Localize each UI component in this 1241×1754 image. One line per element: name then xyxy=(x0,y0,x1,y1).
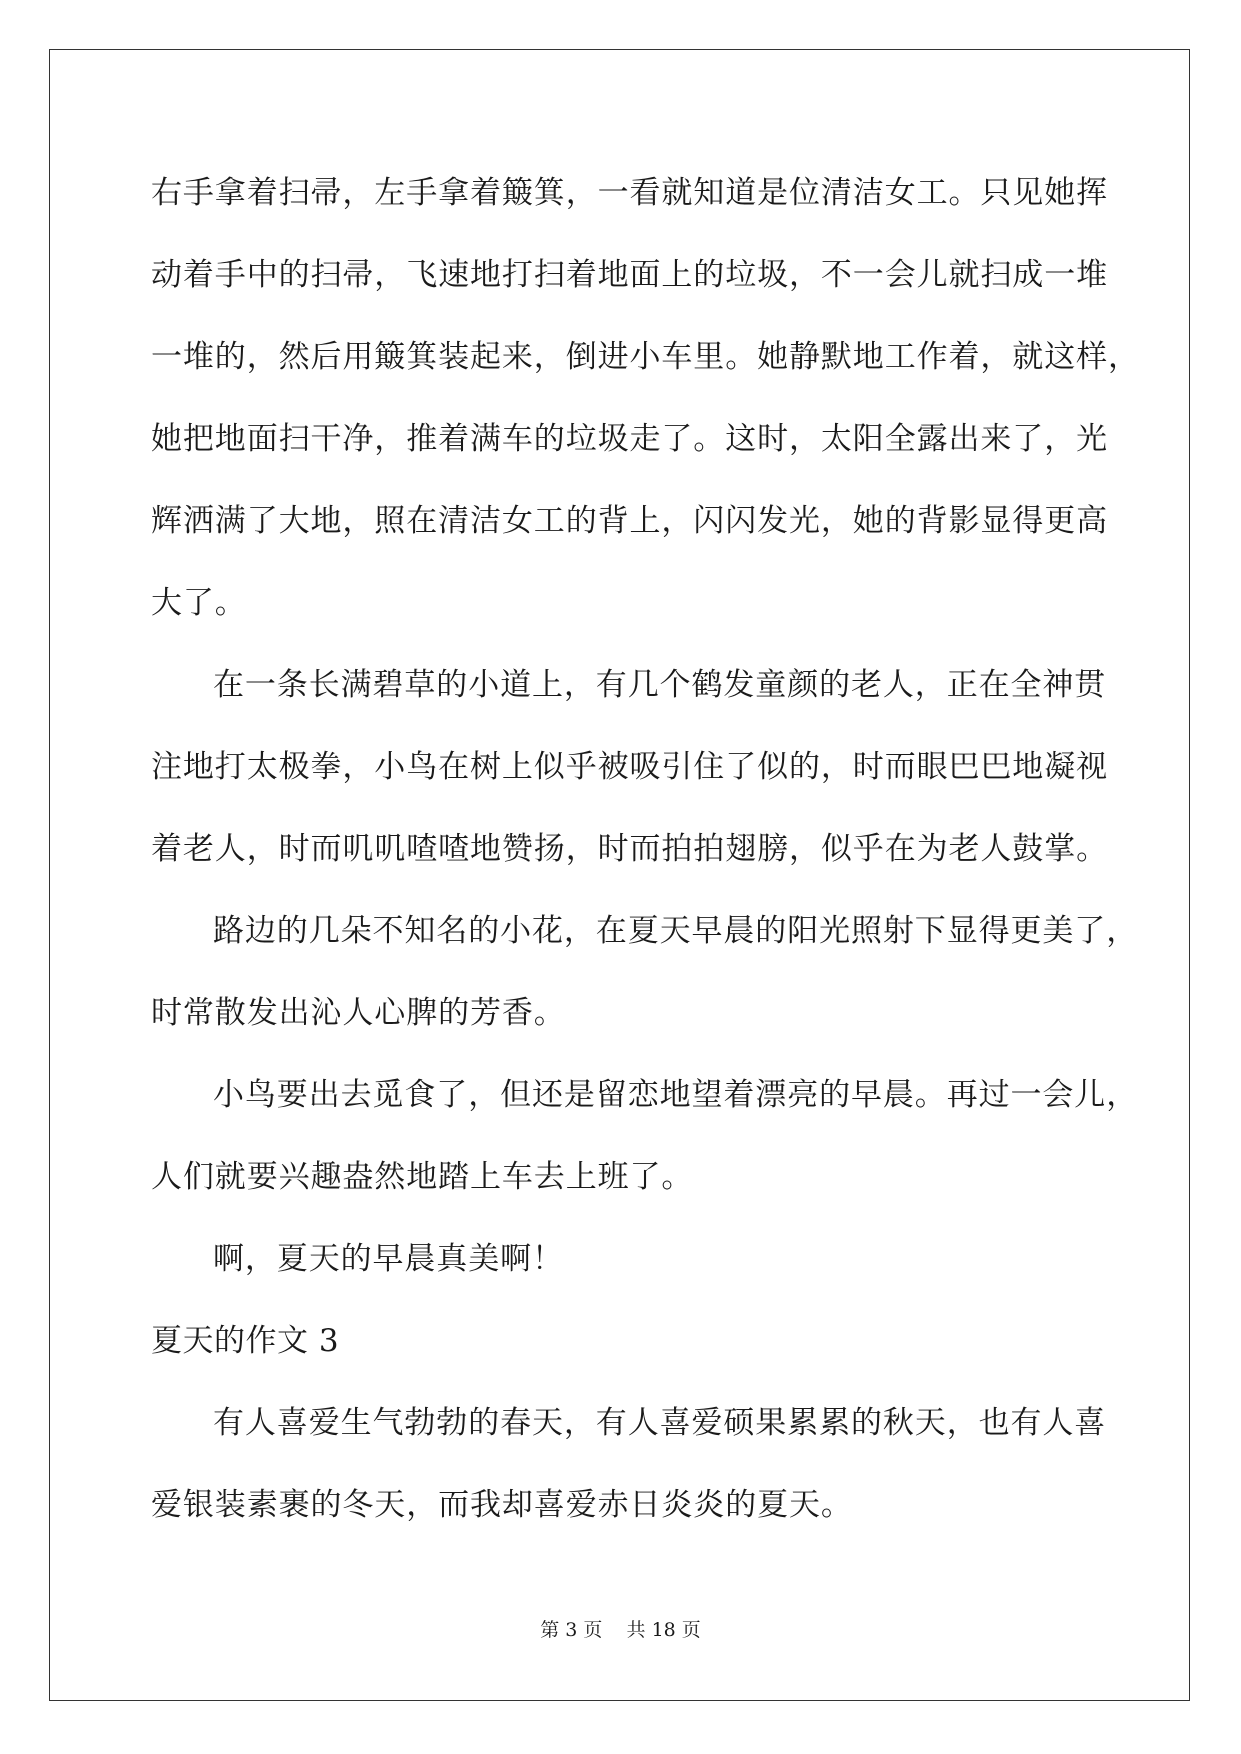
page-total: 共 18 页 xyxy=(626,1619,701,1641)
page-number: 第 3 页 xyxy=(540,1619,603,1641)
text-line: 人们就要兴趣盎然地踏上车去上班了。 xyxy=(151,1159,694,1195)
document-body xyxy=(151,152,1140,1546)
text-line: 有人喜爱生气勃勃的春天，有人喜爱硕果累累的秋天，也有人喜 xyxy=(213,1405,1107,1441)
text-line: 啊，夏天的早晨真美啊！ xyxy=(213,1241,564,1277)
text-line: 在一条长满碧草的小道上，有几个鹤发童颜的老人，正在全神贯 xyxy=(213,667,1107,703)
section-heading: 夏天的作文 3 xyxy=(151,1323,340,1359)
text-line: 爱银装素裹的冬天，而我却喜爱赤日炎炎的夏天。 xyxy=(151,1487,853,1523)
text-line: 小鸟要出去觅食了，但还是留恋地望着漂亮的早晨。再过一会儿， xyxy=(213,1077,1139,1113)
text-line: 时常散发出沁人心脾的芳香。 xyxy=(151,995,566,1031)
text-line: 她把地面扫干净，推着满车的垃圾走了。这时，太阳全露出来了，光 xyxy=(151,421,1108,457)
text-line: 动着手中的扫帚，飞速地打扫着地面上的垃圾，不一会儿就扫成一堆 xyxy=(151,257,1108,293)
text-line: 注地打太极拳，小鸟在树上似乎被吸引住了似的，时而眼巴巴地凝视 xyxy=(151,749,1108,785)
text-line: 大了。 xyxy=(151,585,247,621)
text-line: 右手拿着扫帚，左手拿着簸箕，一看就知道是位清洁女工。只见她挥 xyxy=(151,175,1108,211)
text-line: 一堆的，然后用簸箕装起来，倒进小车里。她静默地工作着，就这样， xyxy=(151,339,1140,375)
page-footer xyxy=(0,1618,1241,1642)
text-line: 路边的几朵不知名的小花，在夏天早晨的阳光照射下显得更美了， xyxy=(213,913,1139,949)
text-line: 着老人，时而叽叽喳喳地赞扬，时而拍拍翅膀，似乎在为老人鼓掌。 xyxy=(151,831,1108,867)
text-line: 辉洒满了大地，照在清洁女工的背上，闪闪发光，她的背影显得更高 xyxy=(151,503,1108,539)
